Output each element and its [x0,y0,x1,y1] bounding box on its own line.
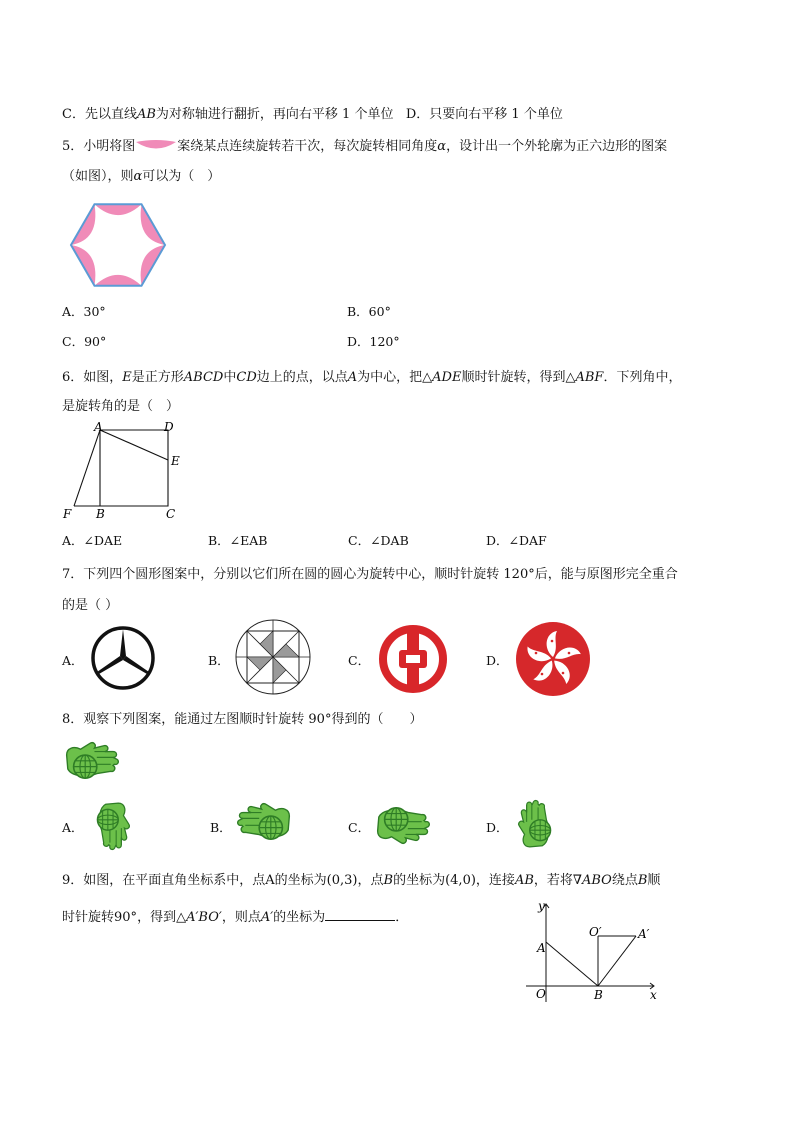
q9-stem-line1 [62,869,660,888]
q7-stem-line2: 的是（ ） [62,598,119,613]
q6-square-figure [60,418,190,523]
q5-option-d[interactable]: D．120° [347,334,400,349]
q6-label-e: E [171,454,180,468]
q9-text-g: 顺 [647,873,661,888]
q9-label-o-prime: O′ [589,925,602,939]
q8-stem-line1: 8．观察下列图案，能通过左图顺时针旋转 90°得到的（ ） [62,712,423,727]
q5-option-c[interactable]: C．90° [62,334,107,349]
q6-text-d: 边上的点，以点 [256,370,348,385]
q9-ab: AB [514,873,534,888]
q8-option-d[interactable]: D． [486,820,509,835]
q9-label-b: B [594,988,603,1002]
q4-option-c-label: C．先以直线 [62,107,137,122]
q5-alpha-2: α [133,169,143,184]
q9-text-f: 绕点 [611,873,638,888]
q4-option-d-text: D．只要向右平移 1 个单位 [405,107,563,122]
q9-text-j: ，则点 [221,910,261,925]
petal-shape-icon [135,139,177,153]
q9-text-c: 的坐标为 [393,873,446,888]
pinwheel-icon [233,617,313,697]
q8-option-b[interactable]: B． [210,820,232,835]
q5-text-b: 案绕某点连续旋转若干次，每次旋转相同角度 [177,139,438,154]
q6-text-b: 是正方形 [131,370,184,385]
q9-label-o: O [536,987,546,1001]
q9-text-b: ，点 [357,873,384,888]
q5-text-e: 可以为（ ） [142,169,221,184]
q4-ab: AB [136,107,156,122]
mercedes-logo-icon [90,625,156,691]
globe-hand-icon [62,738,120,786]
q9-text-h: 时针旋转 [62,910,115,925]
globe-hand-icon [373,800,431,848]
q6-ade: ADE [432,370,462,385]
q9-text-k: 的坐标为 [273,910,326,925]
q6-e: E [122,370,132,385]
q9-answer-blank[interactable] [325,908,395,921]
q9-text-i: ，得到△ [137,910,187,925]
q7-stem-line1: 7．下列四个圆形图案中，分别以它们所在圆的圆心为旋转中心，顺时针旋转 120°后，能与原图形完全重合 [62,567,678,582]
q9-coord-b: (4,0) [445,873,476,888]
q9-b2: B [637,873,648,888]
q4-option-c-d-line [62,103,563,122]
q9-primed: A′BO′ [186,910,222,925]
q6-label-a: A [94,420,103,434]
q6-option-b[interactable]: B．∠EAB [208,533,268,548]
q6-label-c: C [166,507,176,521]
q6-stem-line1 [62,366,681,385]
q5-stem-line1 [62,135,667,154]
q9-label-a-prime: A′ [638,927,650,941]
q9-b: B [383,873,394,888]
q7-option-d[interactable]: D． [486,653,509,668]
q6-label-d: D [164,420,174,434]
q5-stem-line2 [62,165,220,184]
q5-option-a[interactable]: A．30° [62,304,106,319]
q9-label-a: A [537,941,546,955]
q7-option-a[interactable]: A． [62,653,84,668]
q6-text-c: 中 [223,370,237,385]
q9-text-a: 9．如图，在平面直角坐标系中，点A的坐标为 [62,873,327,888]
q6-stem-line2: 是旋转角的是（ ） [62,399,180,414]
q9-ap: A′ [260,910,274,925]
q6-text-e: 为中心，把△ [357,370,433,385]
q6-cd: CD [236,370,257,385]
q8-option-a[interactable]: A． [62,820,84,835]
q5-alpha: α [437,139,447,154]
q6-abf: ABF [575,370,604,385]
q9-deg: 90° [114,910,138,925]
q6-text-g: ．下列角中， [603,370,682,385]
q6-option-c[interactable]: C．∠DAB [348,533,409,548]
q9-text-d: ，连接 [475,873,515,888]
q6-label-f: F [63,507,72,521]
q6-option-d[interactable]: D．∠DAF [486,533,547,548]
globe-hand-icon [510,797,562,853]
bank-of-china-logo-icon [378,624,448,694]
q6-label-b: B [96,507,105,521]
q9-axis-x-label: x [650,988,657,1002]
q7-option-c[interactable]: C． [348,653,371,668]
q9-axis-y-label: y [538,899,545,913]
q6-option-a[interactable]: A．∠DAE [62,533,123,548]
q6-text-a: 6．如图， [62,370,123,385]
q5-text-d: （如图），则 [62,169,134,184]
q9-text-l: ． [395,910,409,925]
globe-hand-icon [86,797,138,853]
q5-text-a: 5．小明将图 [62,139,136,154]
q5-option-b[interactable]: B．60° [347,304,391,319]
q7-option-b[interactable]: B． [208,653,230,668]
q9-coordinate-figure [522,898,662,1006]
q4-option-c-text: 为对称轴进行翻折，再向右平移 1 个单位 [155,107,394,122]
q9-abo: ABO [581,873,612,888]
q6-a: A [347,370,358,385]
q6-abcd: ABCD [183,370,224,385]
q9-stem-line2 [62,906,408,925]
q5-hexagon-figure [70,200,170,290]
q9-coord-a: (0,3) [326,873,358,888]
q5-text-c: ，设计出一个外轮廓为正六边形的图案 [446,139,668,154]
bauhinia-flower-icon [515,621,591,697]
globe-hand-icon [236,799,294,847]
q8-option-c[interactable]: C． [348,820,371,835]
q9-text-e: ，若将∇ [533,873,582,888]
q6-text-f: 顺时针旋转，得到△ [461,370,576,385]
